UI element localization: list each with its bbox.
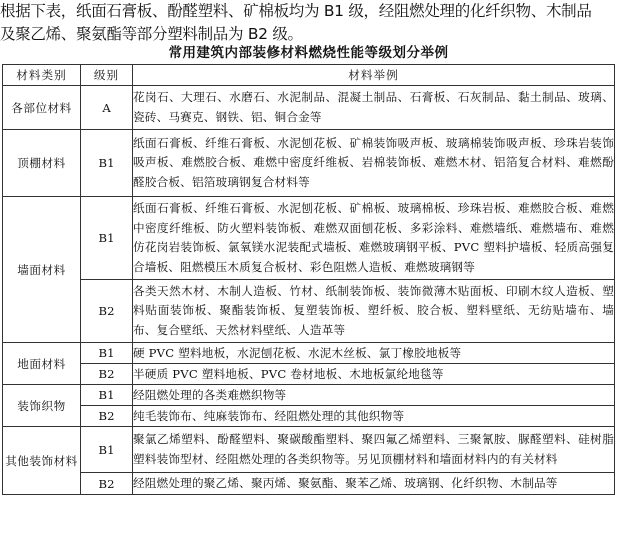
- header-material-category: 材料类别: [3, 65, 81, 86]
- level-cell: A: [81, 86, 133, 130]
- examples-cell: 各类天然木材、木制人造板、竹材、纸制装饰板、装饰微薄木贴面板、印刷木纹人造板、塑料贴面装饰板、聚酯装饰板、复塑装饰板、塑纤板、胶合板、塑料壁纸、无纺贴墙布、墙布、复合壁纸、天然材料壁纸、人造革等: [133, 280, 615, 343]
- level-cell: B1: [81, 130, 133, 197]
- category-cell-ceiling: 顶棚材料: [3, 130, 81, 197]
- intro-line-1: 根据下表，纸面石膏板、酚醛塑料、矿棉板均为 B1 级，经阻燃处理的化纤织物、木制品: [0, 2, 592, 20]
- flammability-grade-table: [2, 64, 615, 495]
- examples-cell: 纯毛装饰布、纯麻装饰布、经阻燃处理的其他织物等: [133, 406, 615, 427]
- level-cell: B2: [81, 473, 133, 495]
- examples-cell: 硬 PVC 塑料地板，水泥刨花板、水泥木丝板、氯丁橡胶地板等: [133, 343, 615, 364]
- examples-cell: 半硬质 PVC 塑料地板、PVC 卷材地板、木地板氯纶地毯等: [133, 364, 615, 385]
- level-cell: B2: [81, 406, 133, 427]
- header-material-examples: 材料举例: [133, 65, 615, 86]
- table-row: [3, 343, 615, 364]
- table-row: [3, 130, 615, 197]
- table-row: [3, 427, 615, 473]
- intro-line-2: 及聚乙烯、聚氨酯等部分塑料制品为 B2 级。: [0, 25, 303, 43]
- category-cell-all-parts: 各部位材料: [3, 86, 81, 130]
- table-row: [3, 364, 615, 385]
- category-cell-wall: 墙面材料: [3, 197, 81, 343]
- header-grade-level: 级别: [81, 65, 133, 86]
- table-row: [3, 86, 615, 130]
- level-cell: B1: [81, 343, 133, 364]
- examples-cell: 纸面石膏板、纤维石膏板、水泥刨花板、矿棉装饰吸声板、玻璃棉装饰吸声板、珍珠岩装饰吸声板、难燃胶合板、难燃中密度纤维板、岩棉装饰板、难燃木材、铝箔复合材料、难燃酚醛胶合板、铝箔玻璃钢复合材料等: [133, 130, 615, 197]
- table-row: [3, 197, 615, 280]
- level-cell: B1: [81, 427, 133, 473]
- category-cell-other: 其他装饰材料: [3, 427, 81, 495]
- level-cell: B2: [81, 364, 133, 385]
- examples-cell: 聚氯乙烯塑料、酚醛塑料、聚碳酸酯塑料、聚四氟乙烯塑料、三聚氰胺、脲醛塑料、硅树脂塑料装饰型材、经阻燃处理的各类织物等。另见顶棚材料和墙面材料内的有关材料: [133, 427, 615, 473]
- table-header-row: [3, 65, 615, 86]
- category-cell-fabrics: 装饰织物: [3, 385, 81, 427]
- category-cell-floor: 地面材料: [3, 343, 81, 385]
- level-cell: B1: [81, 385, 133, 406]
- table-row: [3, 473, 615, 495]
- examples-cell: 经阻燃处理的聚乙烯、聚丙烯、聚氨酯、聚苯乙烯、玻璃钢、化纤织物、木制品等: [133, 473, 615, 495]
- table-row: [3, 280, 615, 343]
- level-cell: B2: [81, 280, 133, 343]
- level-cell: B1: [81, 197, 133, 280]
- table-row: [3, 385, 615, 406]
- table-caption: 常用建筑内部装修材料燃烧性能等级划分举例: [168, 45, 449, 61]
- examples-cell: 花岗石、大理石、水磨石、水泥制品、混凝土制品、石膏板、石灰制品、黏土制品、玻璃、瓷砖、马赛克、钢铁、铝、铜合金等: [133, 86, 615, 130]
- examples-cell: 经阻燃处理的各类难燃织物等: [133, 385, 615, 406]
- examples-cell: 纸面石膏板、纤维石膏板、水泥刨花板、矿棉板、玻璃棉板、珍珠岩板、难燃胶合板、难燃中密度纤维板、防火塑料装饰板、难燃双面刨花板、多彩涂料、难燃墙纸、难燃墙布、难燃仿花岗岩装饰板、氯氧镁水泥装配式墙板、难燃玻璃钢平板、PVC 塑料护墙板、轻质高强复合墙板、阻燃模压木质复合板材、彩色阻燃人造板、难燃玻璃钢等: [133, 197, 615, 280]
- intro-paragraph: [0, 0, 617, 46]
- table-row: [3, 406, 615, 427]
